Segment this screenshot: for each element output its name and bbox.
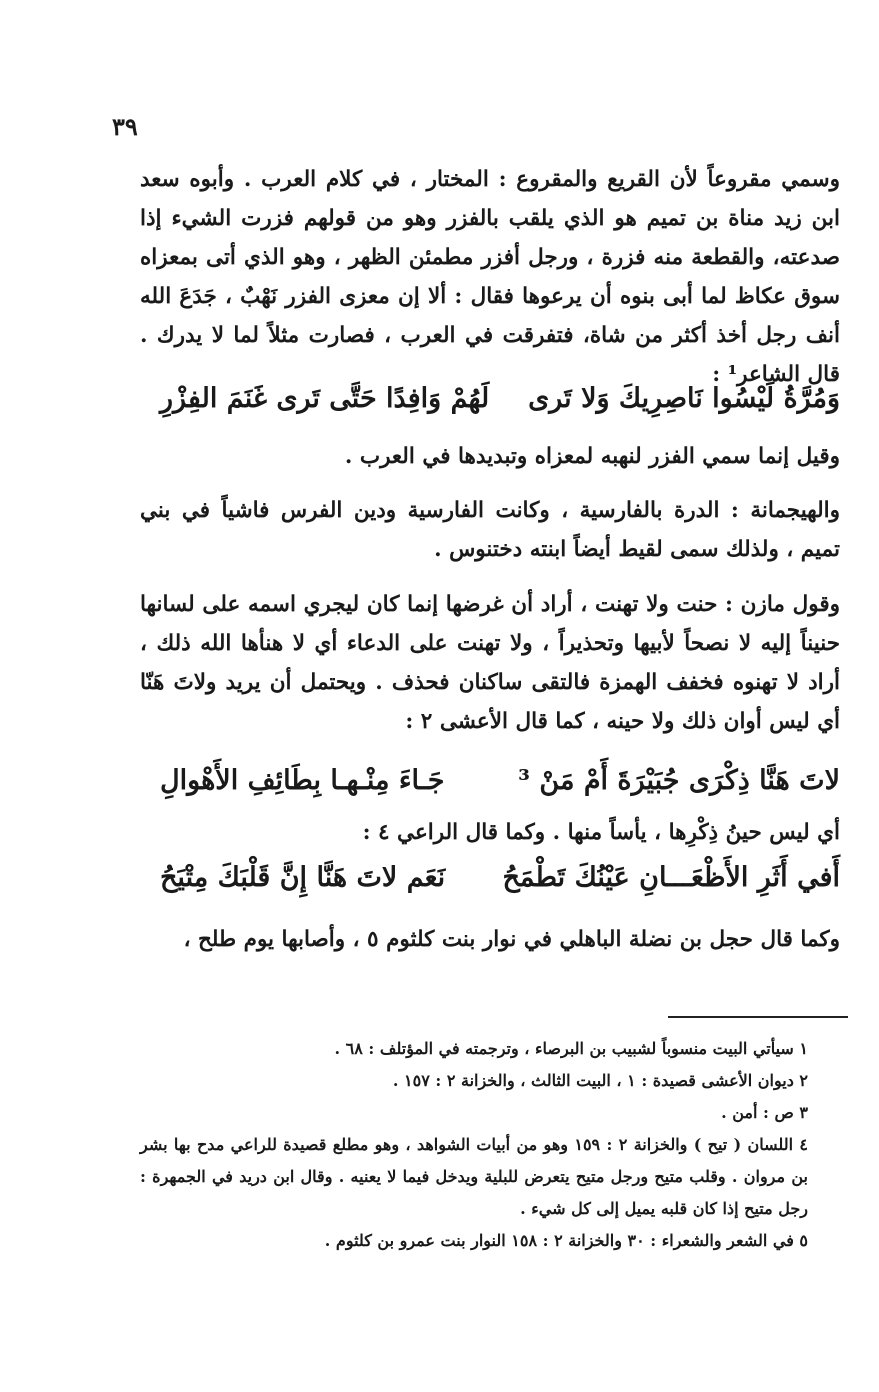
verse-murra-second-hemistich: لَهُمْ وَافِدًا حَتَّى تَرى غَنَمَ الفِزْرِ bbox=[160, 383, 490, 414]
verse-murra-first-hemistich: وَمُرَّةُ لَيْسُوا نَاصِرِيكَ وَلا تَرى bbox=[528, 383, 840, 414]
paragraph-mazin: وقول مازن : حنت ولا تهنت ، أراد أن غرضها إنما كان ليجري اسمه على لسانها حنيناً إليه لا نصحاً لأبيها وتحذيراً ، ولا تهنت على الدعاء أي لا هنأها الله ذلك ، أراد لا تهنوه فخفف الهمزة فالتقى ساكنان فحذف . ويحتمل أن يريد ولاتَ هَنّا أي ليس أوان ذلك ولا حينه ، كما قال الأعشى ٢ : bbox=[140, 592, 840, 734]
footnote-5: ٥ في الشعر والشعراء : ٣٠ والخزانة ٢ : ١٥٨ النوار بنت عمرو بن كلثوم . bbox=[324, 1231, 808, 1250]
paragraph-haijumana: والهيجمانة : الدرة بالفارسية ، وكانت الفارسية ودين الفرس فاشياً في بني تميم ، ولذلك سمى لقيط أيضاً ابنته دختنوس . bbox=[140, 498, 840, 562]
footnote-4: ٤ اللسان ( تيح ) والخزانة ٢ : ١٥٩ وهو من أبيات الشواهد ، وهو مطلع قصيدة للراعي مدح بها بشر بن مروان . وقلب متيح ورجل متيح يتعرض للبلية ويدخل فيما لا يعنيه . وقال ابن دريد في الجمهرة : رجل متيح إذا كان قلبه يميل إلى كل شيء . bbox=[140, 1135, 809, 1218]
paragraph-fazr: وسمي مقروعاً لأن القريع والمقروع : المختار ، في كلام العرب . وأبوه سعد ابن زيد مناة بن تميم هو الذي يلقب بالفزر وهو من قولهم فزرت الشيء إذا صدعته، والقطعة منه فزرة ، ورجل أفزر مطمئن الظهر ، وهو الذي أتى بمعزاه سوق عكاظ لما أبى بنوه أن يرعوها فقال : ألا إن معزى الفزر نَهْبٌ ، جَدَعَ الله أنف رجل أخذ أكثر من شاة، فتفرقت في العرب ، فصارت مثلاً لما لا يدرك . قال الشاعر¹ : bbox=[140, 167, 840, 387]
verse-asha-first-hemistich: لاتَ هَنَّا ذِكْرَى جُبَيْرَةَ أَمْ مَنْ ³ bbox=[518, 765, 840, 796]
paragraph-hajl: وكما قال حجل بن نضلة الباهلي في نوار بنت كلثوم ٥ ، وأصابها يوم طلح ، bbox=[183, 927, 840, 952]
verse-raai bbox=[140, 862, 840, 908]
verse-asha bbox=[140, 765, 840, 811]
footnotes bbox=[140, 1033, 808, 1257]
footnote-2: ٢ ديوان الأعشى قصيدة : ١ ، البيت الثالث ، والخزانة ٢ : ١٥٧ . bbox=[392, 1071, 808, 1090]
footnote-3: ٣ ص : أمن . bbox=[721, 1103, 808, 1122]
verse-asha-second-hemistich: جَـاءَ مِنْـهـا بِطَائِفِ الأَهْوالِ bbox=[160, 765, 445, 796]
verse-raai-first-hemistich: أَفي أَثَرِ الأَظْعَـــانِ عَيْنُكَ تَطْمَحُ bbox=[502, 862, 840, 893]
footnote-1: ١ سيأتي البيت منسوباً لشبيب بن البرصاء ، وترجمته في المؤتلف : ٦٨ . bbox=[334, 1039, 808, 1058]
verse-murra bbox=[140, 383, 840, 429]
verse-raai-second-hemistich: نَعَم لاتَ هَنَّا إِنَّ قَلْبَكَ مِتْيَحُ bbox=[160, 862, 446, 893]
page-number: ٣٩ bbox=[112, 112, 138, 141]
footnote-separator bbox=[668, 1016, 848, 1018]
paragraph-raai-intro: أي ليس حينُ ذِكْرِها ، يأساً منها . وكما قال الراعي ٤ : bbox=[362, 820, 840, 845]
paragraph-fazr-naming: وقيل إنما سمي الفزر لنهبه لمعزاه وتبديدها في العرب . bbox=[344, 444, 840, 469]
